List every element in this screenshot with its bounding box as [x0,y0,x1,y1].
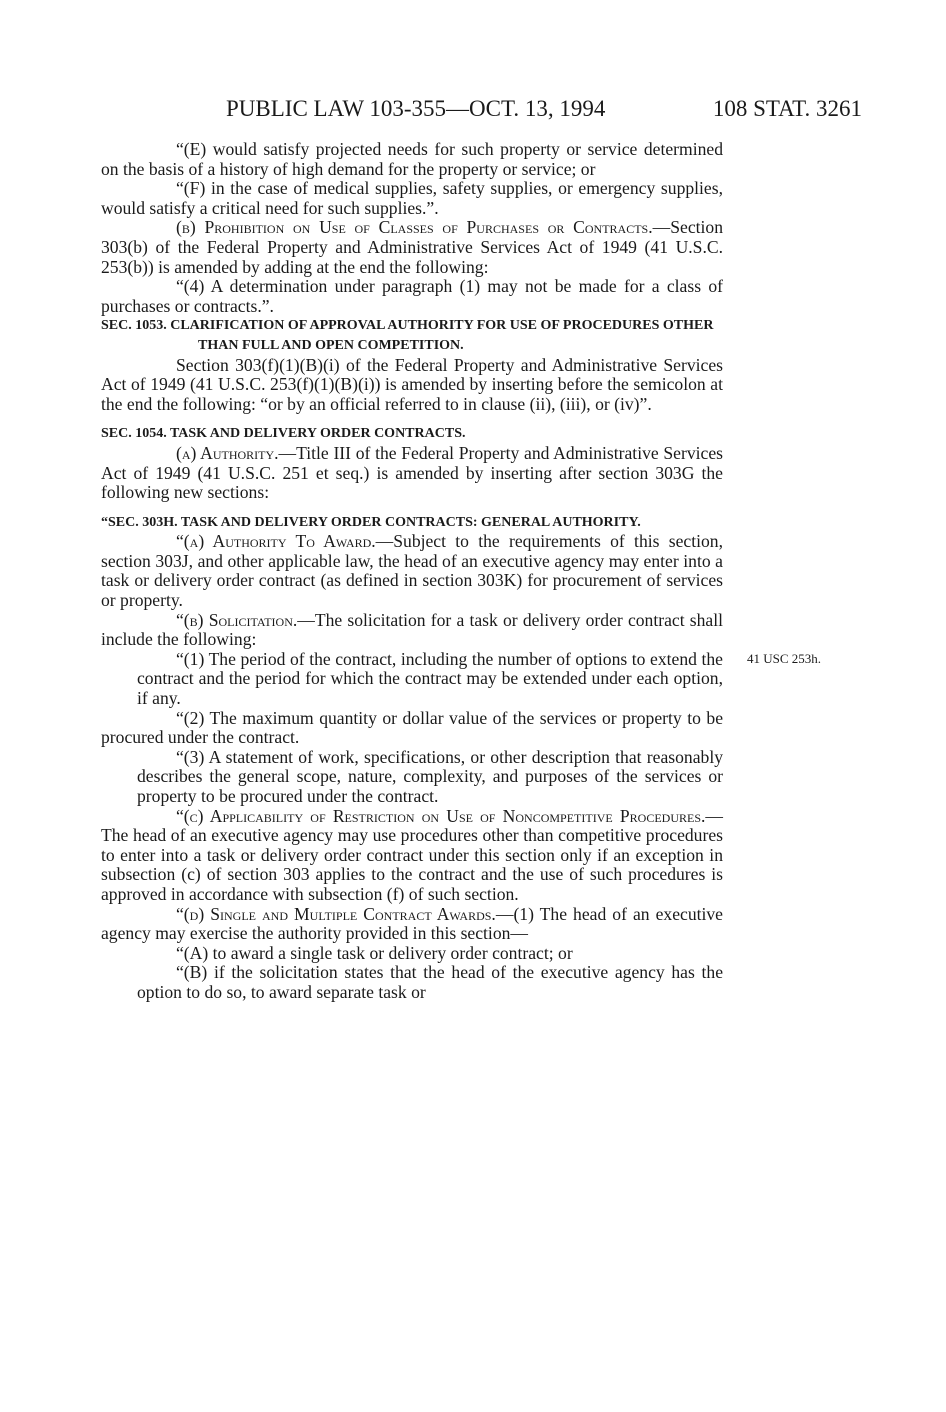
subsection-303h-d-text: —(1) The head of an executive agency may exercise the authority provided in this section— [101,903,723,944]
section-1053-heading: SEC. 1053. CLARIFICATION OF APPROVAL AUTHORITY FOR USE OF PROCEDURES OTHER THAN FULL AND OPEN COMPETITION. [101,318,714,353]
section-1054-heading: SEC. 1054. TASK AND DELIVERY ORDER CONTRACTS. [101,426,466,442]
subsection-303h-d [101,905,723,944]
paragraph-b [101,218,723,277]
paragraph-4: “(4) A determination under paragraph (1) may not be made for a class of purchases or contracts.”. [101,276,723,316]
paragraph-f: “(F) in the case of medical supplies, safety supplies, or emergency supplies, would satisfy a critical need for such supplies.”. [101,178,723,218]
margin-citation: 41 USC 253h. [747,651,822,666]
subsection-303h-c-text: —The head of an executive agency may use procedures other than competitive procedures to enter into a task or delivery order contract under this section only if an exception in subsection (c) of section 303 applies to the contract and the use of such procedures is approved in accordance with subsection (f) of such section. [101,805,723,904]
paragraph-a-text: —Title III of the Federal Property and Administrative Services Act of 1949 (41 U.S.C. 251 et seq.) is amended by inserting after section 303G the following new sections: [101,442,723,503]
page-header [226,96,862,126]
statute-page-number: 108 STAT. 3261 [712,96,862,121]
paragraph-303h-b1: “(1) The period of the contract, including the number of options to extend the contract and the period for which the contract may be extended under each option, if any. [137,648,723,709]
subsection-303h-a [101,532,723,610]
paragraph-a-heading: (a) Authority. [176,442,279,463]
subsection-303h-b-text: —The solicitation for a task or delivery order contract shall include the following: [101,609,724,650]
paragraph-b-text: —Section 303(b) of the Federal Property and Administrative Services Act of 1949 (41 U.S.C. 253(b)) is amended by adding at the end the following: [101,217,723,277]
subsection-303h-d-heading: “(d) Single and Multiple Contract Awards. [176,903,496,924]
subsection-303h-c [101,807,723,905]
paragraph-303h-b2: “(2) The maximum quantity or dollar value of the services or property to be procured under the contract. [101,707,723,748]
document-body [101,140,723,1003]
subsection-303h-a-text: —Subject to the requirements of this section, section 303J, and other applicable law, the head of an executive agency may enter into a task or delivery order contract (as defined in section 303K) for procurement of services or property. [101,531,723,611]
subsection-303h-a-heading: “(a) Authority To Award. [176,531,376,552]
paragraph-303h-d-b: “(B) if the solicitation states that the head of the executive agency has the option to do so, to award separate task or [137,962,723,1002]
section-1053-text: Section 303(f)(1)(B)(i) of the Federal Property and Administrative Services Act of 1949 (41 U.S.C. 253(f)(1)(B)(i)) is amended by inserting before the semicolon at the end the following: “or by an official referred to in clause (ii), (iii), or (iv)”. [101,354,723,414]
paragraph-303h-d-a: “(A) to award a single task or delivery order contract; or [176,942,573,963]
paragraph-a [101,444,723,503]
paragraph-303h-b3: “(3) A statement of work, specifications, or other description that reasonably describes the general scope, nature, complexity, and purposes of the services or property to be procured under the contract. [137,746,723,806]
subsection-303h-b [101,611,723,650]
paragraph-b-heading: (b) Prohibition on Use of Classes of Purchases or Contracts. [176,217,653,238]
section-303h-heading: “SEC. 303H. TASK AND DELIVERY ORDER CONTRACTS: GENERAL AUTHORITY. [101,514,641,530]
running-title: PUBLIC LAW 103-355—OCT. 13, 1994 [226,96,606,121]
paragraph-e: “(E) would satisfy projected needs for such property or service determined on the basis of a history of high demand for the property or service; or [101,139,723,179]
subsection-303h-b-heading: “(b) Solicitation. [176,609,298,630]
subsection-303h-c-heading: “(c) Applicability of Restriction on Use of Noncompetitive Procedures. [176,805,706,826]
